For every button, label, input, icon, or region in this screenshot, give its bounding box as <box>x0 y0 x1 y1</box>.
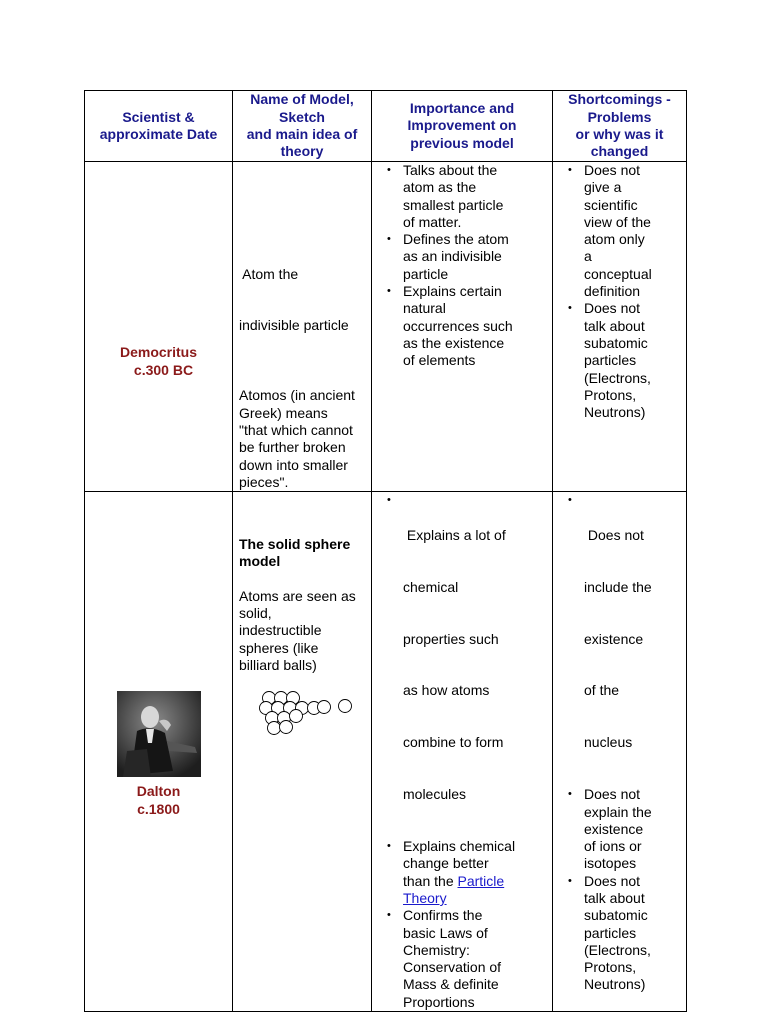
shortcomings-cell <box>553 492 687 1012</box>
scientist-date: c.1800 <box>137 800 180 817</box>
atomic-models-table <box>84 90 687 1012</box>
header-importance: Importance and Improvement on previous model <box>372 91 553 162</box>
scientist-name: Dalton <box>136 783 181 800</box>
list-item: • Explains a lot of chemical properties such as how atoms combine to form molecules <box>372 492 552 838</box>
model-cell <box>233 492 372 1012</box>
list-item: • Explains certain natural occurrences such as the existence of elements <box>372 283 552 369</box>
model-title: The solid sphere model <box>239 536 351 570</box>
list-item: • Does not talk about subatomic particles (Electrons, Protons, Neutrons) <box>553 873 686 994</box>
particle-theory-link[interactable]: Theory <box>403 889 447 906</box>
particle-theory-link[interactable]: Particle <box>457 872 505 889</box>
header-shortcomings: Shortcomings - Problems or why was it changed <box>553 91 687 162</box>
scientist-cell <box>85 492 233 1012</box>
header-scientist: Scientist & approximate Date <box>85 91 233 162</box>
header-row <box>85 91 687 162</box>
table-row <box>85 492 687 1012</box>
solid-spheres-sketch <box>259 688 359 740</box>
list-item: • Does not talk about subatomic particles (Electrons, Protons, Neutrons) <box>553 300 686 421</box>
dalton-portrait <box>117 691 201 777</box>
header-model: Name of Model, Sketch and main idea of theory <box>233 91 372 162</box>
scientist-name: Democritus <box>119 344 198 361</box>
list-item: • Confirms the basic Laws of Chemistry: Conservation of Mass & definite Proportions <box>372 907 552 1011</box>
model-description: Atoms are seen as solid, indestructible spheres (like billiard balls) <box>239 587 356 673</box>
importance-cell <box>372 492 553 1012</box>
model-cell: Atom the indivisible particle Atomos (in ancient Greek) means "that which cannot be further broken down into smaller pieces". <box>233 162 372 492</box>
shortcomings-cell <box>553 162 687 492</box>
model-description: Atomos (in ancient Greek) means "that which cannot be further broken down into smaller pieces". <box>239 387 355 490</box>
table-row <box>85 162 687 492</box>
scientist-cell <box>85 162 233 492</box>
list-item: • Defines the atom as an indivisible particle <box>372 231 552 283</box>
importance-cell <box>372 162 553 492</box>
list-item: • Does not explain the existence of ions or isotopes <box>553 786 686 872</box>
list-item: • Does not include the existence of the nucleus <box>553 492 686 786</box>
list-item: • Explains chemical change better than the Particle Theory <box>372 838 552 907</box>
list-item: • Does not give a scientific view of the atom only a conceptual definition <box>553 162 686 300</box>
list-item: • Talks about the atom as the smallest particle of matter. <box>372 162 552 231</box>
scientist-date: c.300 BC <box>133 361 194 378</box>
